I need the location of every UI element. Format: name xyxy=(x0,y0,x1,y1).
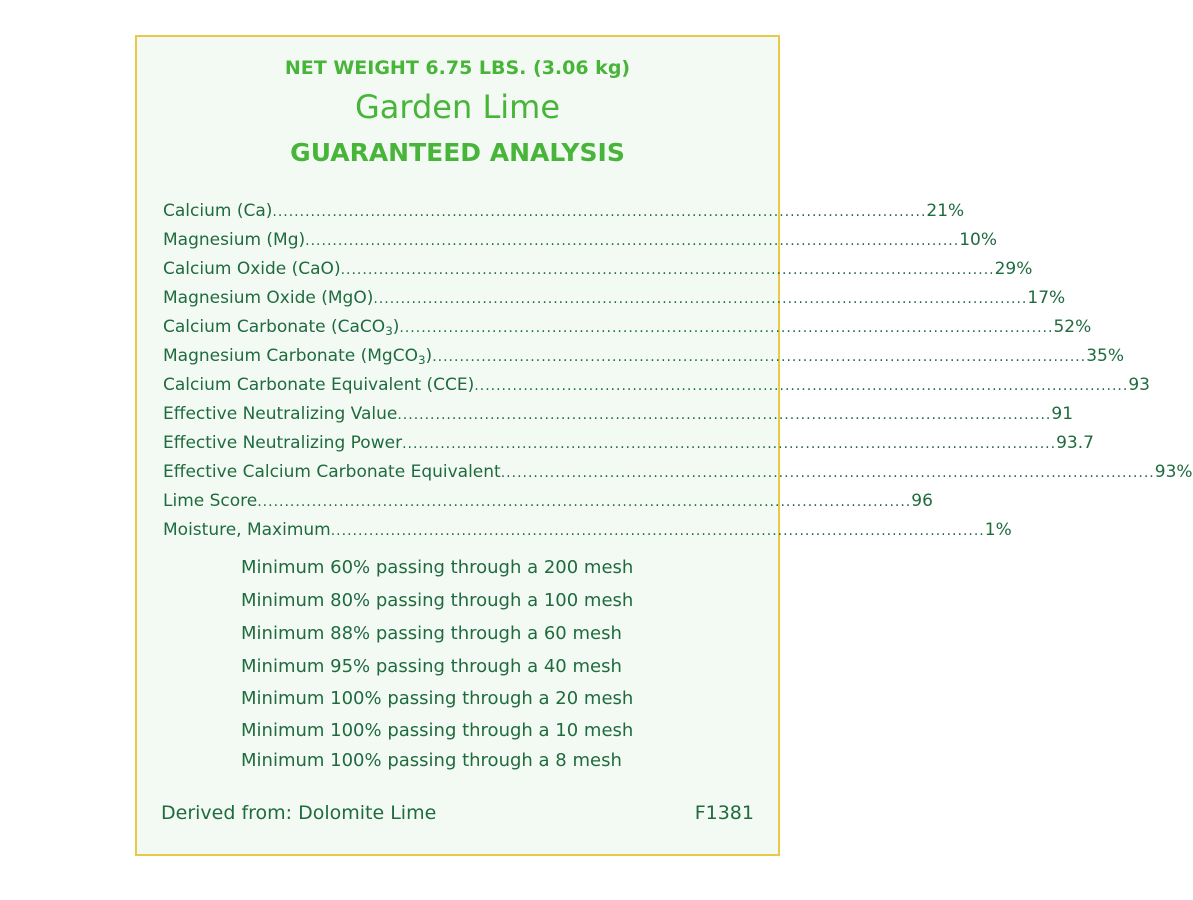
leader-dots: ........................................................................................................................ xyxy=(500,465,1155,481)
analysis-row xyxy=(163,317,1092,343)
product-label xyxy=(135,35,1193,856)
analysis-value: 35% xyxy=(1086,346,1125,366)
mesh-line: Minimum 88% passing through a 60 mesh xyxy=(241,623,622,644)
analysis-label: Moisture, Maximum xyxy=(163,520,331,540)
leader-dots: ........................................................................................................................ xyxy=(373,291,1028,307)
analysis-title: GUARANTEED ANALYSIS xyxy=(290,138,625,167)
analysis-row xyxy=(163,230,997,256)
product-name: Garden Lime xyxy=(354,88,561,126)
analysis-value: 17% xyxy=(1027,288,1066,308)
analysis-row xyxy=(163,288,1066,314)
analysis-row xyxy=(163,346,1125,372)
analysis-label: Calcium Carbonate (CaCO$_3$) xyxy=(163,317,400,338)
analysis-value: 1% xyxy=(984,520,1012,540)
analysis-row xyxy=(163,259,1033,285)
analysis-value: 10% xyxy=(959,230,997,250)
mesh-line: Minimum 80% passing through a 100 mesh xyxy=(241,590,634,611)
analysis-row xyxy=(163,462,1193,488)
analysis-value: 21% xyxy=(926,201,965,221)
leader-dots: ........................................................................................................................ xyxy=(330,523,985,539)
analysis-label: Calcium Carbonate Equivalent (CCE) xyxy=(163,375,475,395)
analysis-value: 52% xyxy=(1053,317,1092,337)
leader-dots: ........................................................................................................................ xyxy=(305,233,960,249)
analysis-row xyxy=(163,520,1012,546)
analysis-label: Magnesium Oxide (MgO) xyxy=(163,288,374,308)
leader-dots: ........................................................................................................................ xyxy=(272,204,927,220)
analysis-value: 93 xyxy=(1128,375,1150,395)
analysis-row xyxy=(163,404,1074,430)
analysis-row xyxy=(163,201,965,227)
analysis-row xyxy=(163,375,1150,401)
mesh-line: Minimum 100% passing through a 10 mesh xyxy=(241,720,634,741)
analysis-label: Magnesium (Mg) xyxy=(163,230,306,250)
analysis-value: 93% xyxy=(1154,462,1193,482)
analysis-value: 29% xyxy=(994,259,1033,279)
analysis-value: 96 xyxy=(911,491,933,511)
analysis-row xyxy=(163,433,1094,459)
leader-dots: ........................................................................................................................ xyxy=(474,378,1129,394)
analysis-label: Effective Neutralizing Value xyxy=(163,404,398,424)
derived-from: Derived from: Dolomite Lime xyxy=(161,802,437,824)
analysis-value: 93.7 xyxy=(1056,433,1094,453)
leader-dots: ........................................................................................................................ xyxy=(257,494,912,510)
mesh-line: Minimum 100% passing through a 8 mesh xyxy=(241,750,622,771)
product-code: F1381 xyxy=(694,802,754,824)
analysis-label: Magnesium Carbonate (MgCO$_3$) xyxy=(163,346,433,367)
mesh-line: Minimum 60% passing through a 200 mesh xyxy=(241,557,634,578)
mesh-line: Minimum 95% passing through a 40 mesh xyxy=(241,656,622,677)
net-weight: NET WEIGHT 6.75 LBS. (3.06 kg) xyxy=(284,57,631,79)
leader-dots: ........................................................................................................................ xyxy=(399,320,1054,336)
analysis-value: 91 xyxy=(1051,404,1074,424)
leader-dots: ........................................................................................................................ xyxy=(402,436,1057,452)
leader-dots: ........................................................................................................................ xyxy=(432,349,1087,365)
analysis-row xyxy=(163,491,933,517)
analysis-label: Lime Score xyxy=(163,491,258,511)
analysis-label: Effective Calcium Carbonate Equivalent xyxy=(163,462,501,482)
leader-dots: ........................................................................................................................ xyxy=(340,262,995,278)
analysis-label: Effective Neutralizing Power xyxy=(163,433,403,453)
mesh-line: Minimum 100% passing through a 20 mesh xyxy=(241,688,634,709)
leader-dots: ........................................................................................................................ xyxy=(397,407,1052,423)
analysis-label: Calcium Oxide (CaO) xyxy=(163,259,341,279)
analysis-label: Calcium (Ca) xyxy=(163,201,273,221)
